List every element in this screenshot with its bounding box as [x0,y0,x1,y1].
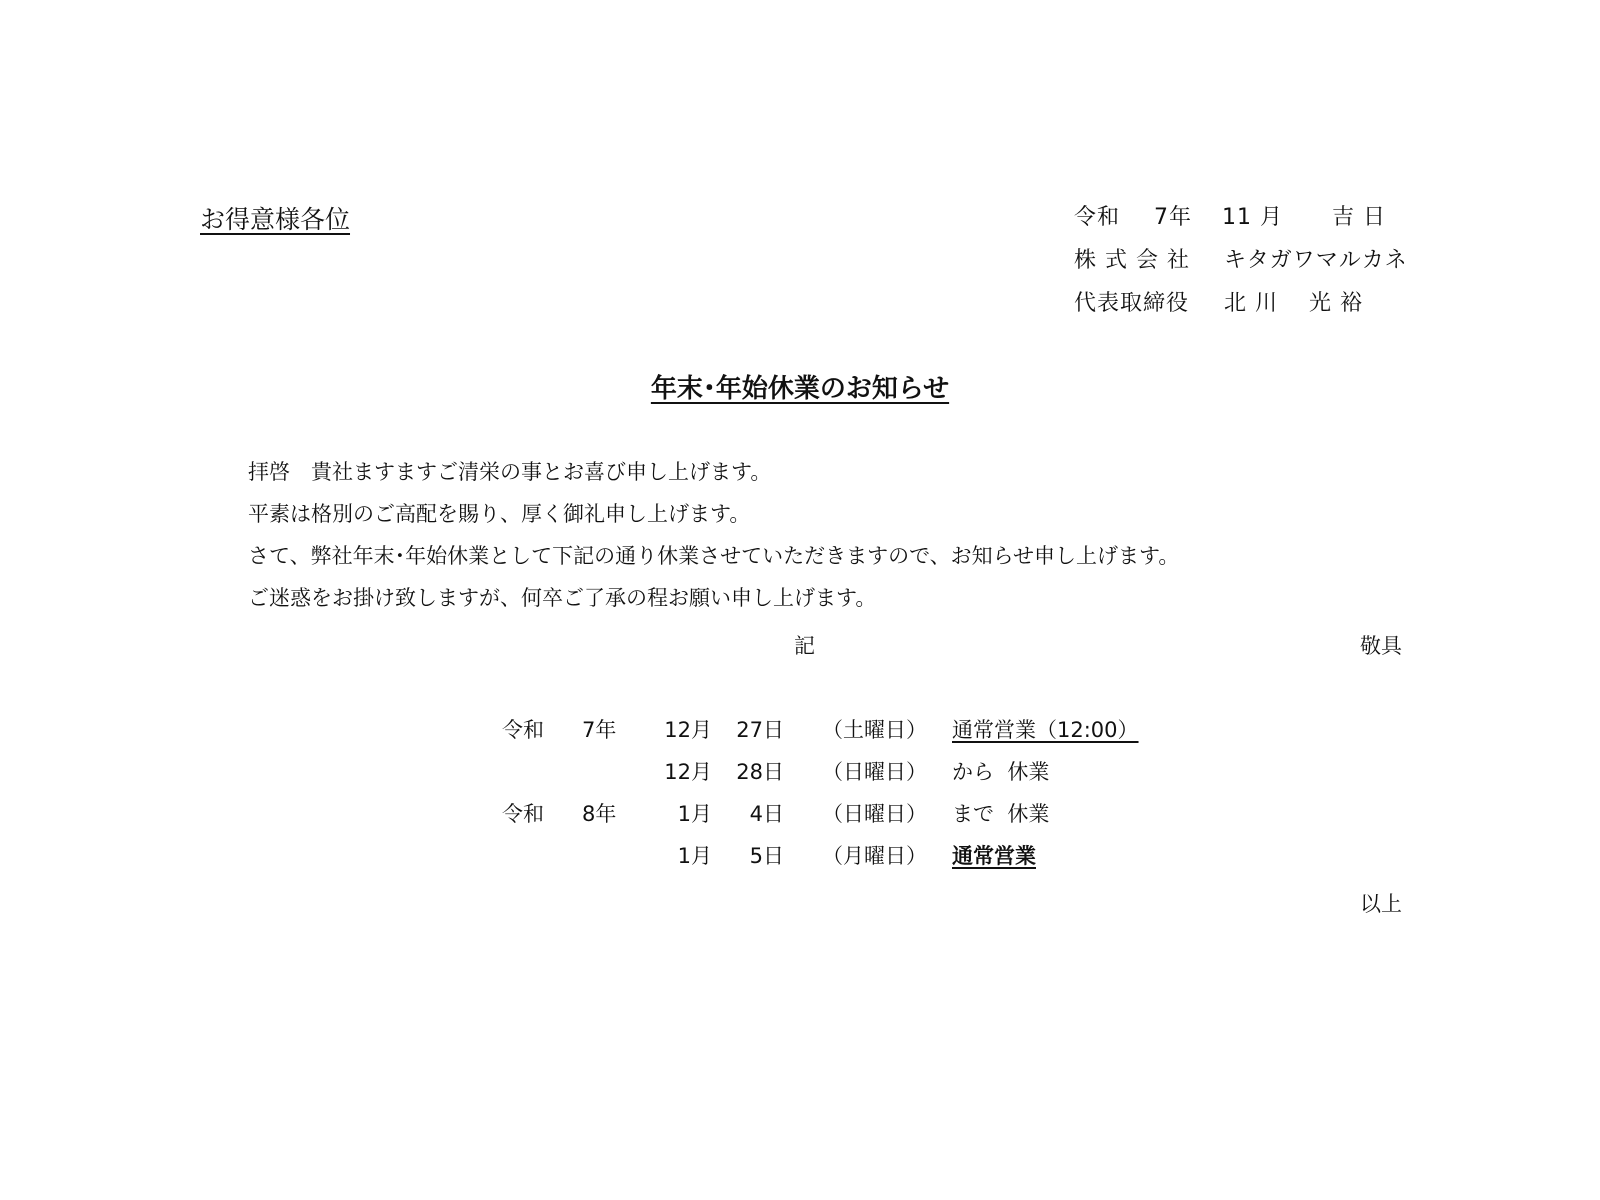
issue-date-day: 吉 日 [1332,205,1386,230]
representative-line [1074,286,1363,317]
body-paragraph: さて、弊社年末･年始休業として下記の通り休業させていただきますので、お知らせ申し上げます。 [248,544,1180,568]
schedule-era: 令和 [502,718,544,742]
schedule-weekday: （日曜日） [822,802,927,826]
schedule-note: 通常営業 [952,844,1036,868]
representative-name: 北 川 光 裕 [1224,291,1363,316]
issue-date-era: 令和 [1074,205,1121,230]
closing-ijo: 以上 [1360,892,1402,916]
schedule-note: 通常営業（12:00） [952,718,1139,742]
schedule-month: 12月 [664,718,712,742]
schedule-month: 1月 [677,802,712,826]
schedule-year: 7年 [582,718,617,742]
body-paragraph: ご迷惑をお掛け致しますが、何卒ご了承の程お願い申し上げます。 [248,586,877,610]
schedule-year: 8年 [582,802,617,826]
notice-title: 年末･年始休業のお知らせ [650,374,950,404]
closing-keigu: 敬具 [1360,634,1402,658]
schedule-day: 28日 [736,760,784,784]
schedule-month: 12月 [664,760,712,784]
body-paragraph: 拝啓 貴社ますますご清栄の事とお喜び申し上げます。 [248,460,772,484]
schedule-day: 4日 [749,802,784,826]
schedule-row [0,798,1600,828]
schedule-weekday: （日曜日） [822,760,927,784]
representative-label: 代表取締役 [1074,291,1190,316]
schedule-note: まで 休業 [952,802,1050,826]
issue-date-month: 11 月 [1222,205,1283,230]
issue-date-year: 7年 [1154,205,1192,230]
issue-date [1074,200,1386,231]
schedule-month: 1月 [677,844,712,868]
schedule-row [0,714,1600,744]
schedule-weekday: （土曜日） [822,718,927,742]
schedule-day: 27日 [736,718,784,742]
ki-heading: 記 [794,634,815,658]
schedule-weekday: （月曜日） [822,844,927,868]
schedule-row [0,756,1600,786]
company-line [1074,243,1408,274]
company-name: キタガワマルカネ [1224,248,1408,273]
salutation: お得意様各位 [200,205,351,234]
schedule-note: から 休業 [952,760,1050,784]
schedule-day: 5日 [749,844,784,868]
body-paragraph: 平素は格別のご高配を賜り、厚く御礼申し上げます。 [248,502,751,526]
company-label: 株 式 会 社 [1074,248,1190,273]
schedule-era: 令和 [502,802,544,826]
schedule-row [0,840,1600,870]
